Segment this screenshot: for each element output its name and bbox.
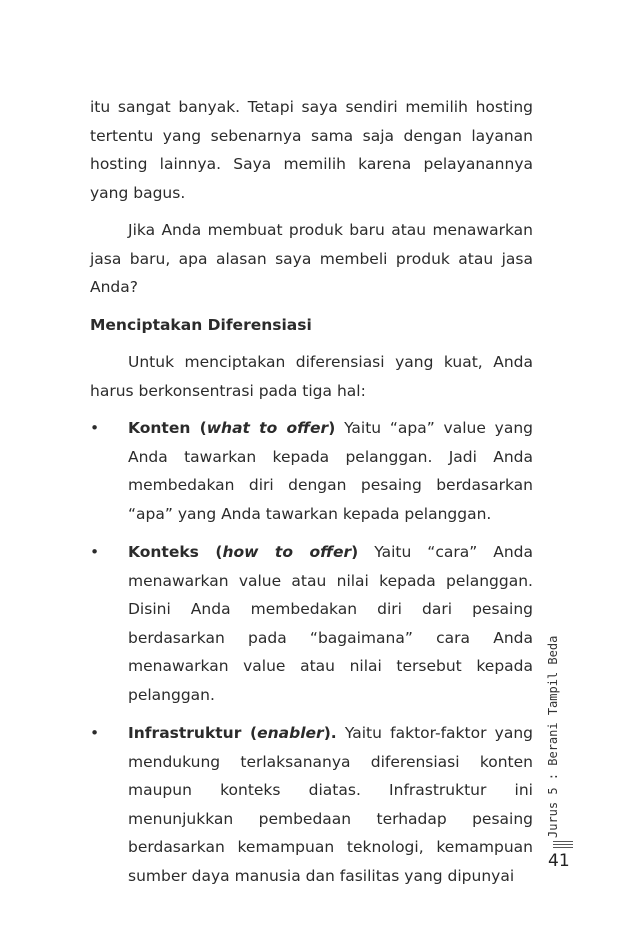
bullet-item-infrastruktur <box>90 719 533 890</box>
bullet-paren-open: ( <box>198 543 223 561</box>
bullet-paren-close: ) <box>351 543 359 561</box>
bullet-term: Konten <box>128 419 191 437</box>
bullet-paren-open: ( <box>241 724 258 742</box>
bullet-text: Yaitu “cara” Anda menawarkan value atau nilai kepada pelanggan. Disini Anda membedakan diri dari pesaing berdasarkan pada “bagaimana” cara Anda menawarkan value atau nilai tersebut kepada pelanggan. <box>128 543 533 704</box>
bullet-dot-icon: • <box>90 724 100 742</box>
bullet-emphasis: how to offer <box>222 543 352 561</box>
body-paragraph: itu sangat banyak. Tetapi saya sendiri memilih hosting tertentu yang sebenarnya sama saja dengan layanan hosting lainnya. Saya memilih karena pelayanannya yang bagus. <box>90 98 533 202</box>
bullet-text: Yaitu faktor-faktor yang mendukung terlaksananya diferensiasi konten maupun konteks diatas. Infrastruktur ini menunjukkan pembedaan terhadap pesaing berdasarkan kemampuan teknologi, kemampuan sumber daya manusia dan fasilitas yang dipunyai <box>128 724 534 885</box>
bullet-term: Konteks <box>128 543 199 561</box>
bullet-emphasis: enabler <box>257 724 324 742</box>
header-rule <box>553 844 573 845</box>
page-number: 41 <box>548 851 570 871</box>
bullet-dot-icon: • <box>90 543 100 561</box>
intro-paragraph: Untuk menciptakan diferensiasi yang kuat, Anda harus berkonsentrasi pada tiga hal: <box>90 353 533 400</box>
section-heading: Menciptakan Diferensiasi <box>90 315 312 334</box>
bullet-dot-icon: • <box>90 419 100 437</box>
header-rule <box>553 847 573 848</box>
bullet-term: Infrastruktur <box>128 724 242 742</box>
running-header <box>546 580 573 838</box>
running-header-text: Jurus 5 : Berani Tampil Beda <box>546 635 560 838</box>
bullet-paren-close: ) <box>328 419 336 437</box>
bullet-text: Yaitu “apa” value yang Anda tawarkan kepada pelanggan. Jadi Anda membedakan diri dengan pesaing berdasarkan “apa” yang Anda tawarkan kepada pelanggan. <box>128 419 533 523</box>
header-rule <box>553 841 573 842</box>
bullet-paren-close: ). <box>323 724 337 742</box>
bullet-item-konteks <box>90 538 533 709</box>
bullet-paren-open: ( <box>190 419 207 437</box>
page-body <box>90 93 533 900</box>
body-paragraph: Jika Anda membuat produk baru atau menawarkan jasa baru, apa alasan saya membeli produk atau jasa Anda? <box>90 221 533 296</box>
bullet-item-konten <box>90 414 533 528</box>
bullet-emphasis: what to offer <box>206 419 329 437</box>
bullet-list <box>90 414 533 890</box>
